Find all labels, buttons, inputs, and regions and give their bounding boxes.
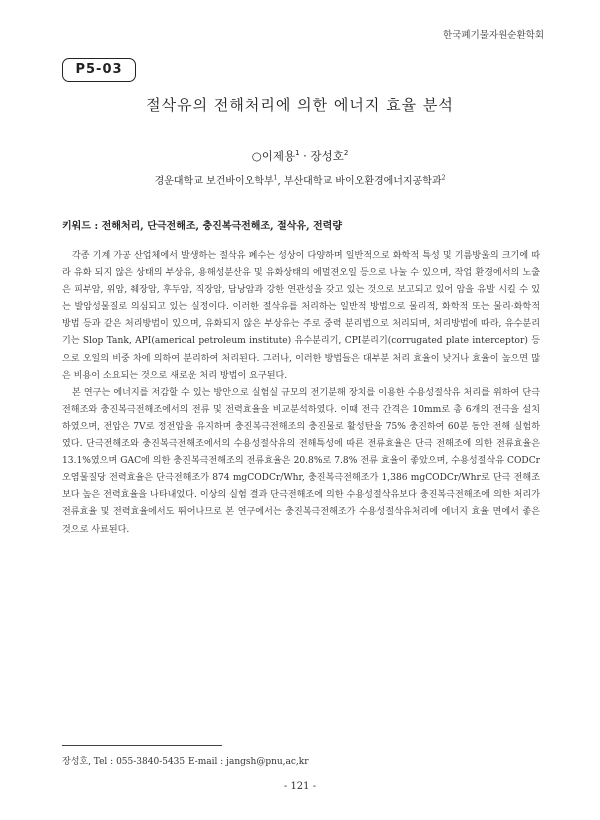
- author-separator: ·: [299, 149, 311, 163]
- abstract-paragraph: 각종 기계 가공 산업체에서 발생하는 절삭유 폐수는 성상이 다양하며 일반적으로 화학적 특성 및 기름방울의 크기에 따라 유화 되지 않은 상태의 부상유, 용해성분산유 및 유화상태의 에멀젼오일 등으로 나눌 수 있으며, 작업 환경에서의 노출은 피부암, 위암, 췌장암, 후두암, 직장암, 담낭암과 강한 연관성을 갖고 있는 것으로 보고되고 있어 암을 유발 시킬 수 있는 발암성물질로 의심되고 있는 실정이다. 이러한 절삭유를 처리하는 일반적 방법으로 물리적, 화학적 또는 물리·화학적 방법 등과 같은 처리방법이 있으며, 유화되지 않은 부상유는 주로 중력 분리법으로 처리되며, 처리방법에 따라, 유수분리기는 Slop Tank, API(americal petroleum institute) 유수분리기, CPI분리기(corrugated plate interceptor) 등으로 오일의 비중 차에 의하여 분리하여 처리된다. 그러나, 이러한 방법들은 대부분 처리 효율이 낮거나 효율이 높으면 많은 비용이 소요되는 것으로 새로운 처리 방법이 요구된다.: [62, 251, 540, 381]
- abstract-body: [62, 248, 540, 539]
- author-list: [0, 148, 600, 164]
- footnote-contact: 장성호, Tel : 055-3840-5435 E-mail : jangsh@pnu,ac,kr: [62, 757, 309, 767]
- paper-title: 절삭유의 전해처리에 의한 에너지 효율 분석: [146, 96, 454, 114]
- author-name: 장성호: [310, 149, 344, 163]
- affiliation-mark: 2: [441, 174, 446, 182]
- affiliation-name: 부산대학교 바이오환경에너지공학과: [283, 176, 442, 187]
- page-number: - 121 -: [283, 781, 317, 792]
- affiliation-name: 경운대학교 보건바이오학부: [154, 176, 274, 187]
- paper-code-badge: P5-03: [62, 58, 136, 82]
- footnote-divider: [62, 745, 222, 746]
- author-affiliation-mark: 1: [295, 149, 300, 158]
- keywords-line: 키워드 : 전해처리, 단극전해조, 충진복극전해조, 절삭유, 전력량: [62, 221, 343, 232]
- affiliation-mark: 1: [273, 174, 278, 182]
- abstract-paragraph: 본 연구는 에너지를 저감할 수 있는 방안으로 실험실 규모의 전기분해 장치를 이용한 수용성절삭유 처리를 위하여 단극전해조와 충진복극전해조에서의 전류 및 전력효율을 비교분석하였다. 이때 전극 간격은 10mm로 총 6개의 전극을 설치하였으며, 전압은 7V로 정전압을 유지하며 충진복극전해조의 충진물로 활성탄을 75% 충진하여 60분 동안 전해 실험하였다. 단극전해조와 충진복극전해조에서의 수용성절삭유의 전해특성에 따른 전류효율은 단극 전해조에 의한 전류효율은 13.1%였으며 GAC에 의한 충진복극전해조의 전류효율은 20.8%로 7.8% 전류 효율이 좋았으며, 수용성절삭유 CODCr 오염물질당 전력효율은 단극전해조가 874 mgCODCr/Whr, 충진복극전해조가 1,386 mgCODCr/Whr로 단극 전해조보다 높은 전력효율을 나타내었다. 이상의 실험 결과 단극전해조에 의한 수용성절삭유보다 충진복극전해조에 의한 처리가 전류효율 및 전력효율에서도 뛰어나므로 본 연구에서는 충진복극전해조가 수용성절삭유처리에 에너지 효율 면에서 좋은 것으로 사료된다.: [62, 387, 540, 535]
- affiliation-separator: ,: [277, 176, 284, 187]
- affiliation-list: [0, 172, 600, 187]
- author-affiliation-mark: 2: [343, 149, 349, 158]
- society-header: 한국폐기물자원순환학회: [443, 30, 544, 41]
- author-name: ○이제용: [251, 149, 296, 163]
